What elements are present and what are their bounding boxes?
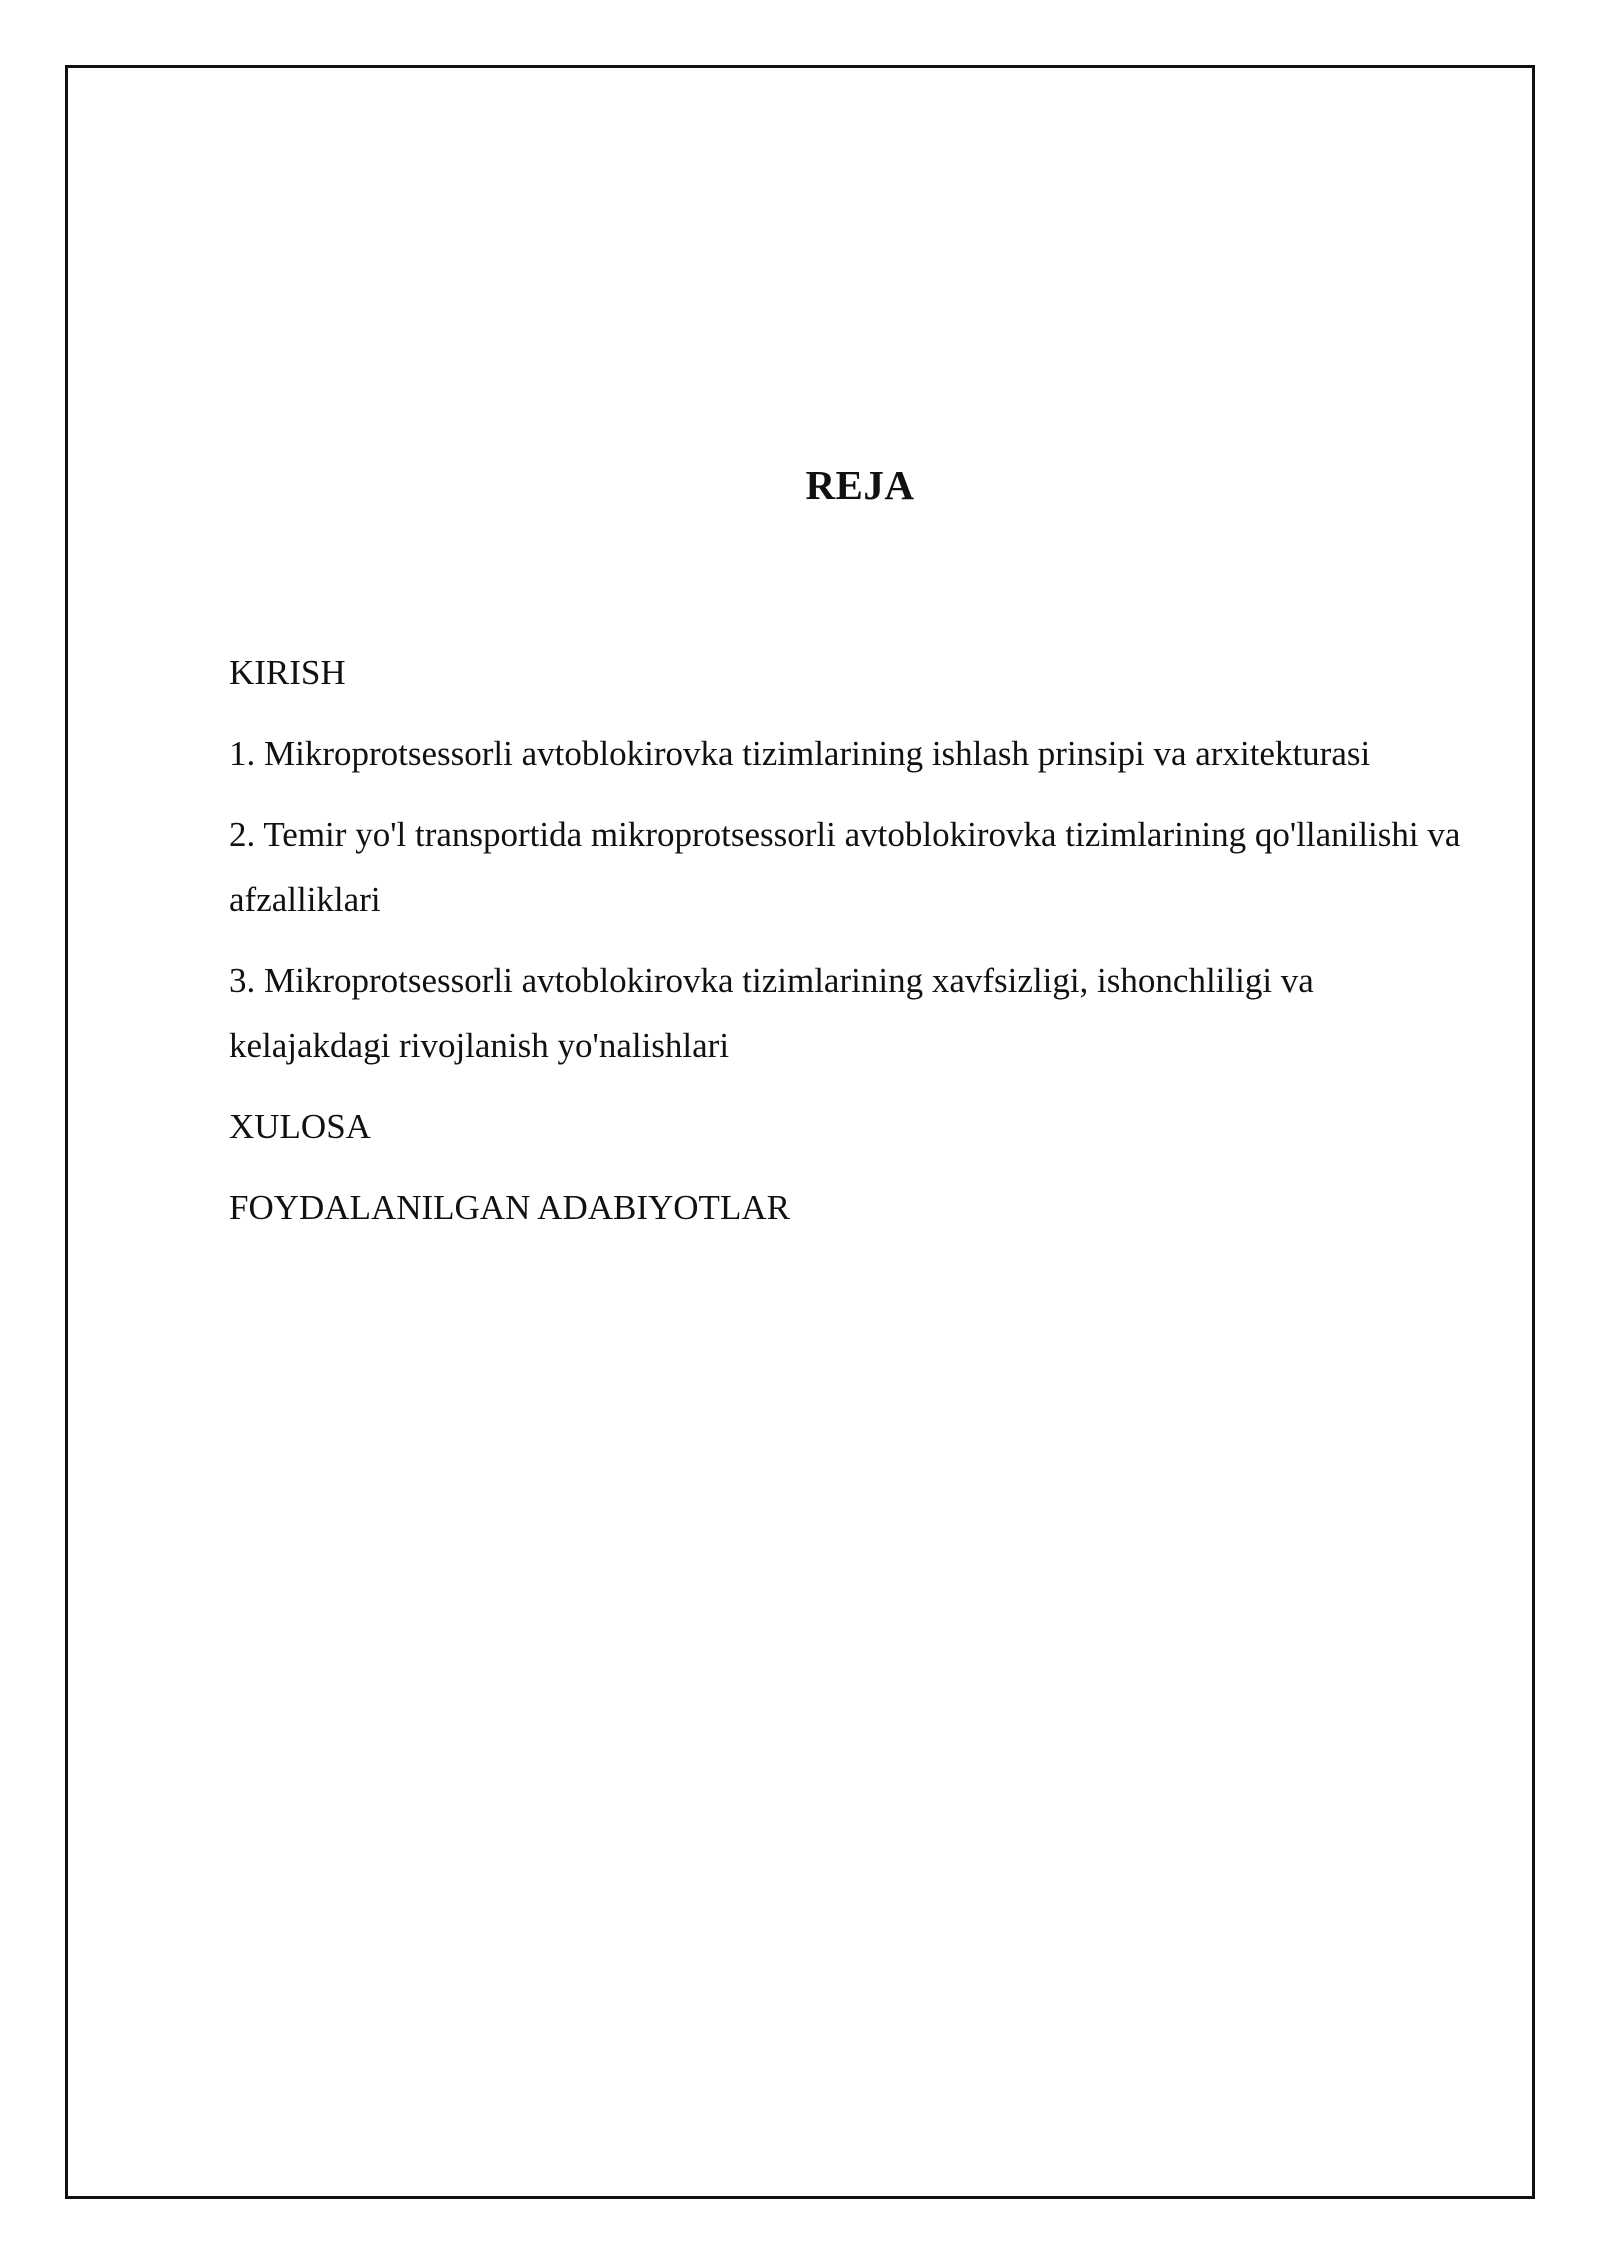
plan-item-references: FOYDALANILGAN ADABIYOTLAR bbox=[229, 1188, 790, 1227]
page-title: REJA bbox=[805, 462, 915, 508]
plan-item-introduction: KIRISH bbox=[229, 653, 346, 692]
plan-item-conclusion: XULOSA bbox=[229, 1107, 371, 1146]
plan-item-section-2: 2. Temir yo'l transportida mikroprotsessorli avtoblokirovka tizimlarining qo'llanilishi va afzalliklari bbox=[229, 815, 1461, 919]
plan-item-section-1: 1. Mikroprotsessorli avtoblokirovka tizimlarining ishlash prinsipi va arxitekturasi bbox=[229, 734, 1371, 773]
plan-item-section-3: 3. Mikroprotsessorli avtoblokirovka tizimlarining xavfsizligi, ishonchliligi va kelajakdagi rivojlanish yo'nalishlari bbox=[229, 961, 1314, 1065]
plan-list bbox=[229, 640, 1479, 1256]
